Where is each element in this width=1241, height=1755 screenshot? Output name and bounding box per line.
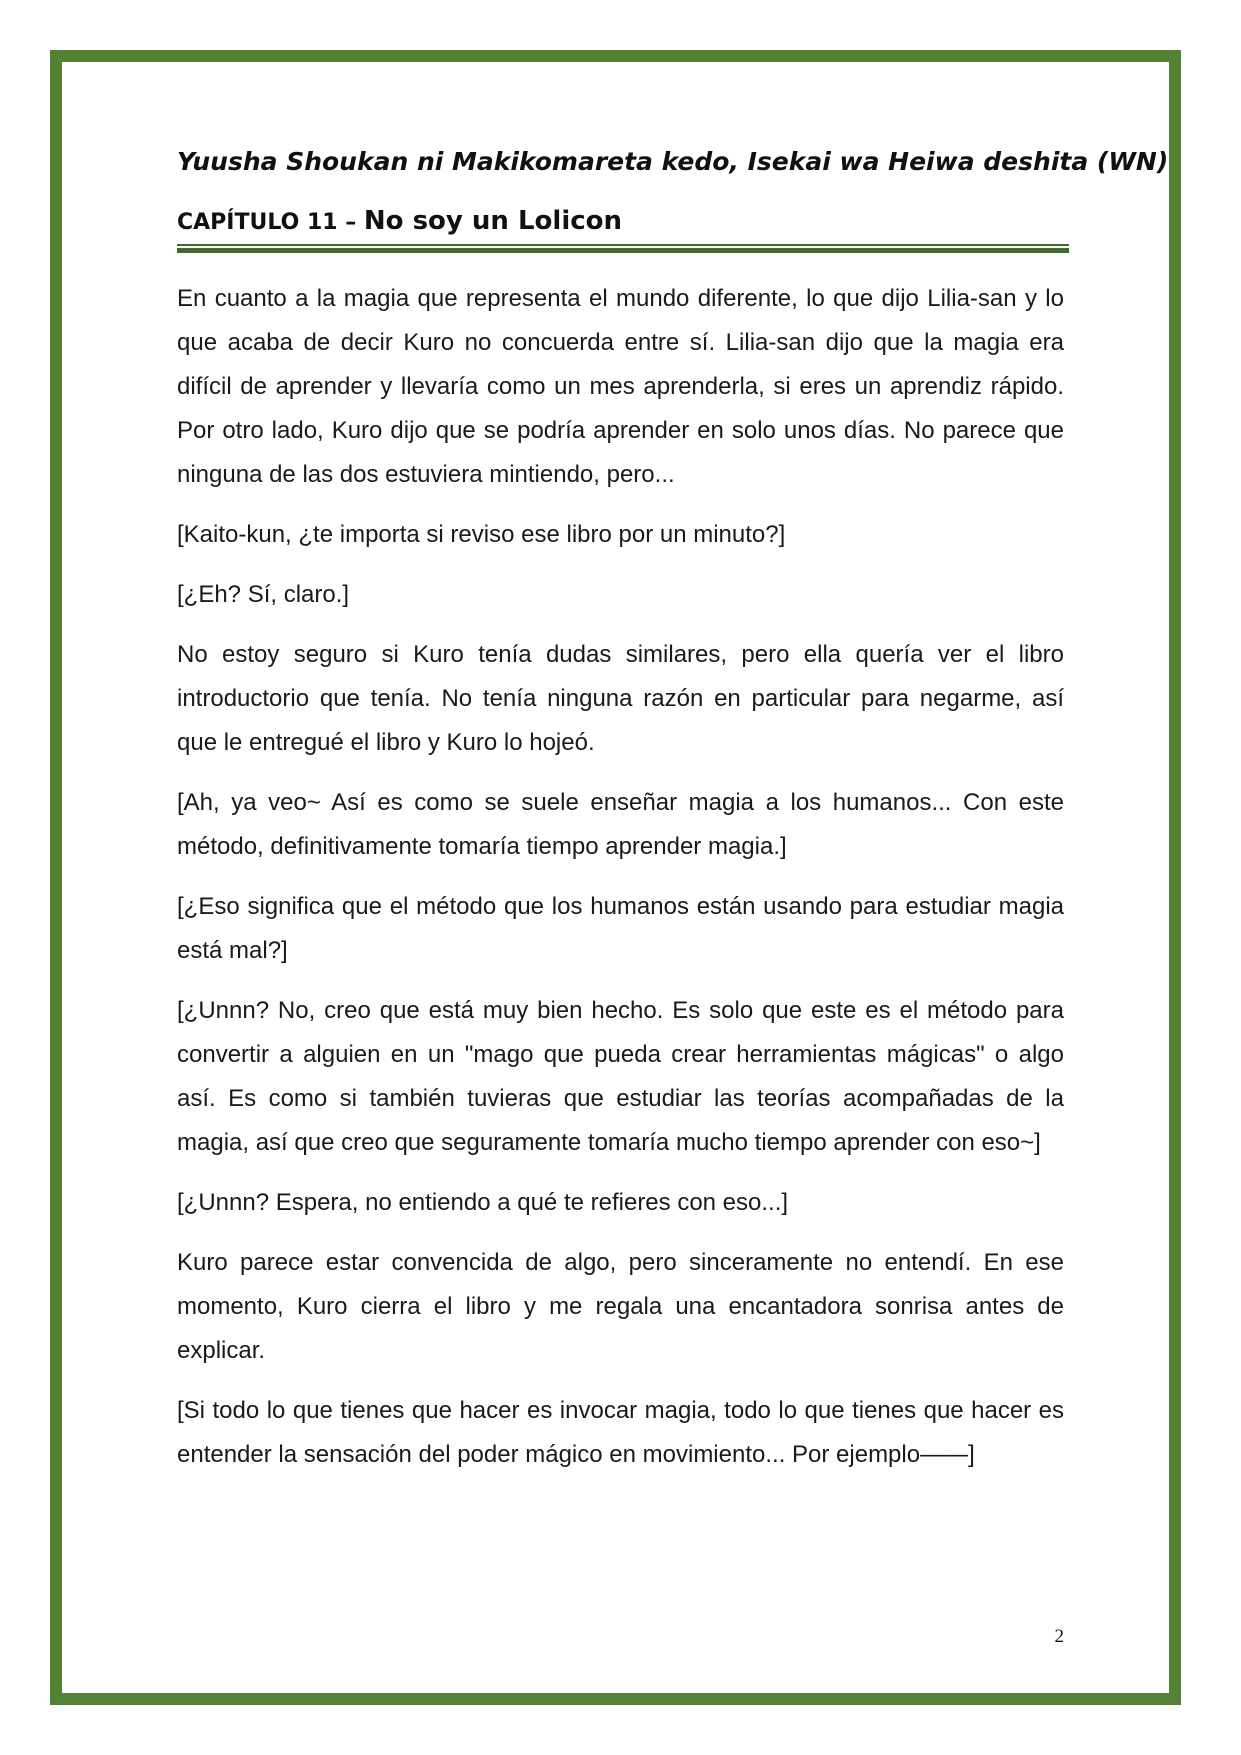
paragraph: [¿Unnn? No, creo que está muy bien hecho. Es solo que este es el método para convertir a alguien en un "mago que pueda crear herramientas mágicas" o algo así. Es como si también tuvieras que estudiar las teorías acompañadas de la magia, así que creo que seguramente tomaría mucho tiempo aprender con eso~] [177, 997, 1064, 1156]
book-title: Yuusha Shoukan ni Makikomareta kedo, Isekai wa Heiwa deshita (WN) [177, 147, 1169, 176]
paragraph: [¿Unnn? Espera, no entiendo a qué te refieres con eso...] [177, 1189, 789, 1216]
heading-rule-thick [177, 248, 1069, 253]
heading-rule-thin [177, 244, 1069, 246]
paragraph: No estoy seguro si Kuro tenía dudas similares, pero ella quería ver el libro introductorio que tenía. No tenía ninguna razón en particular para negarme, así que le entregué el libro y Kuro lo hojeó. [177, 641, 1064, 756]
paragraph: [Si todo lo que tienes que hacer es invocar magia, todo lo que tienes que hacer es entender la sensación del poder mágico en movimiento... Por ejemplo——] [177, 1397, 1064, 1468]
paragraph: [¿Eh? Sí, claro.] [177, 581, 350, 608]
body-text [177, 277, 1064, 1477]
page-content [177, 140, 1169, 1493]
paragraph: [Kaito-kun, ¿te importa si reviso ese libro por un minuto?] [177, 521, 786, 548]
heading-double-rule [177, 244, 1069, 253]
paragraph: [Ah, ya veo~ Así es como se suele enseñar magia a los humanos... Con este método, definitivamente tomaría tiempo aprender magia.] [177, 789, 1064, 860]
paragraph: Kuro parece estar convencida de algo, pero sinceramente no entendí. En ese momento, Kuro cierra el libro y me regala una encantadora sonrisa antes de explicar. [177, 1249, 1064, 1364]
paragraph: [¿Eso significa que el método que los humanos están usando para estudiar magia está mal?] [177, 893, 1064, 964]
paragraph: En cuanto a la magia que representa el mundo diferente, lo que dijo Lilia-san y lo que acaba de decir Kuro no concuerda entre sí. Lilia-san dijo que la magia era difícil de aprender y llevaría como un mes aprenderla, si eres un aprendiz rápido. Por otro lado, Kuro dijo que se podría aprender en solo unos días. No parece que ninguna de las dos estuviera mintiendo, pero... [177, 285, 1064, 488]
chapter-label: CAPÍTULO 11 – [177, 210, 364, 235]
chapter-heading [177, 200, 1064, 242]
chapter-name: No soy un Lolicon [363, 206, 623, 236]
page-number: 2 [1054, 1626, 1064, 1647]
